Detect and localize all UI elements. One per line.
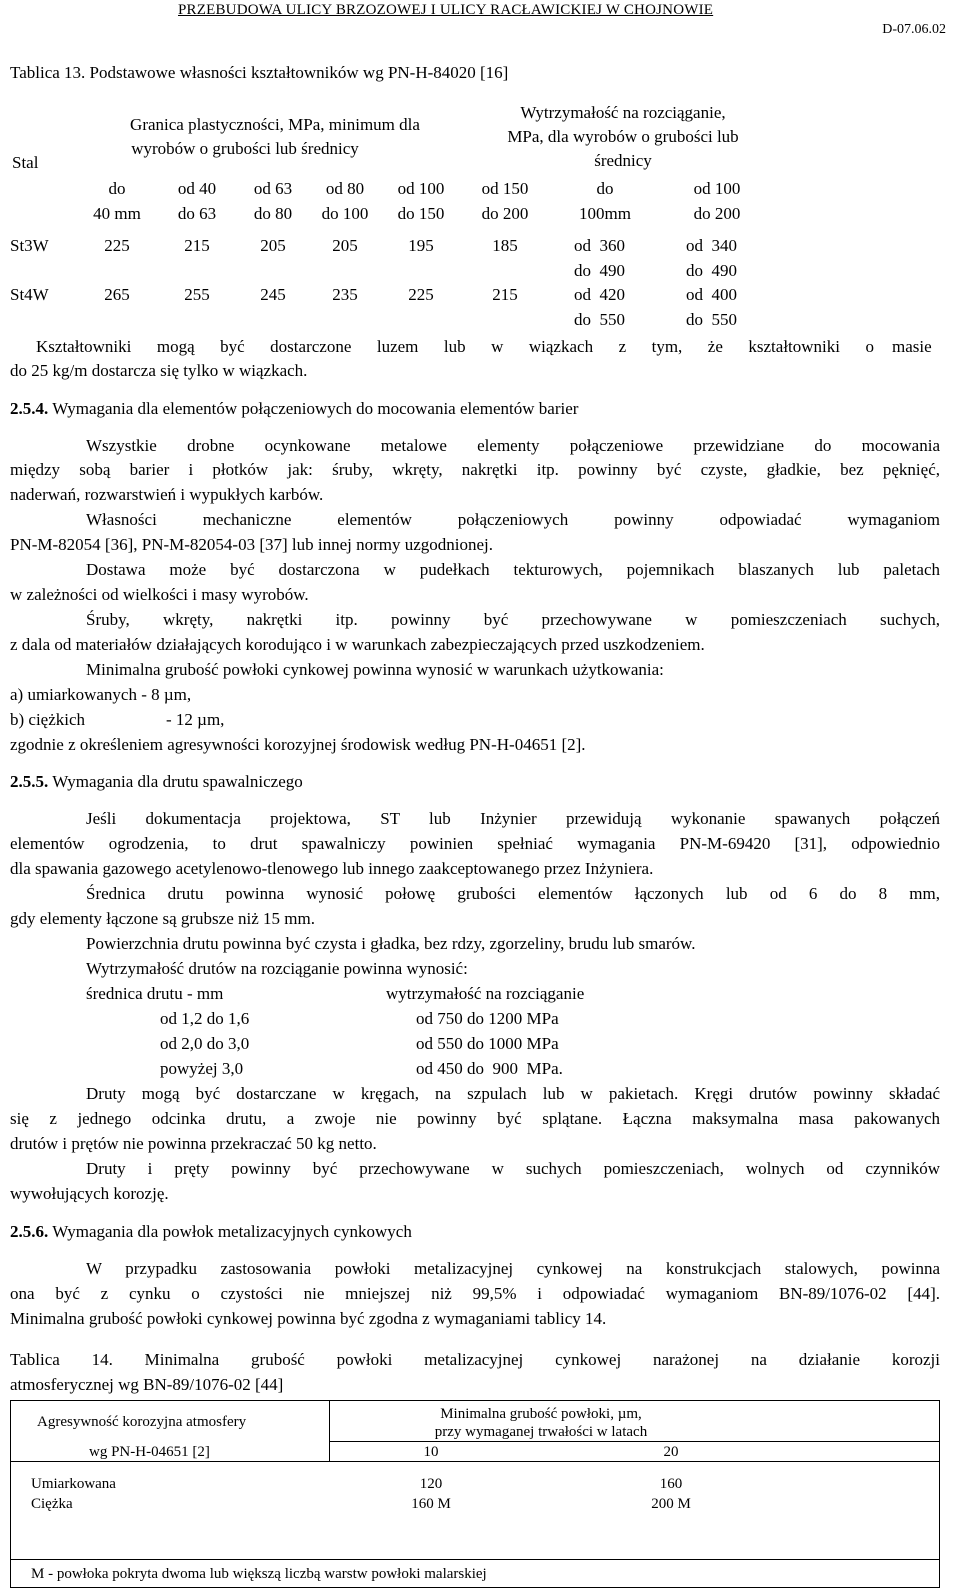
table14-caption-2: atmosferycznej wg BN-89/1076-02 [44] — [10, 1375, 284, 1394]
list-item: od 1,2 do 1,6 — [160, 1009, 250, 1028]
table-cell: do 490 — [686, 261, 737, 280]
paragraph-line: między sobą barier i płotków jak: śruby, wkręty, nakrętki itp. powinny być czyste, gładkie, bez pęknięć, — [10, 460, 940, 479]
table13-col-header: 100mm — [579, 204, 631, 223]
paragraph-line: Własności mechaniczne elementów połączeniowych powinny odpowiadać wymaganiom — [86, 510, 940, 529]
table-cell: 225 — [104, 236, 130, 255]
table-cell: 200 M — [651, 1496, 691, 1512]
paragraph-line: Druty i pręty powinny być przechowywane w suchych pomieszczeniach, wolnych od czynników — [86, 1159, 940, 1178]
table-cell: 120 — [419, 1476, 443, 1492]
table13-col-header: od 150 — [481, 179, 529, 198]
table-cell: 265 — [104, 285, 130, 304]
paragraph-line: Druty mogą być dostarczane w kręgach, na szpulach lub w pakietach. Kręgi drutów powinny składać — [86, 1084, 940, 1103]
paragraph-line: dla spawania gazowego acetylenowo-tlenowego lub innego zaakceptowanego przez Inżyniera. — [10, 859, 654, 878]
paragraph-line: Minimalna grubość powłoki cynkowej powinna być zgodna z wymaganiami tablicy 14. — [10, 1309, 607, 1328]
table14-header-min-2: przy wymaganej trwałości w latach — [434, 1424, 648, 1440]
table-cell: 215 — [184, 236, 210, 255]
table-cell: od 360 — [574, 236, 625, 255]
paragraph-line: Dostawa może być dostarczona w pudełkach tekturowych, pojemnikach blaszanych lub paletach — [86, 560, 940, 579]
table13-note-line: do 25 kg/m dostarcza się tylko w wiązkach. — [10, 361, 308, 380]
table-cell: od 400 — [686, 285, 737, 304]
table13-col-header: do 80 — [253, 204, 293, 223]
paragraph-line: Śruby, wkręty, nakrętki itp. powinny być przechowywane w pomieszczeniach suchych, — [86, 610, 940, 629]
table-cell: 205 — [332, 236, 358, 255]
paragraph-line: W przypadku zastosowania powłoki metalizacyjnej cynkowej na konstrukcjach stalowych, powinna — [86, 1259, 940, 1278]
table-cell: 225 — [408, 285, 434, 304]
table13-col-header: do 150 — [397, 204, 445, 223]
paragraph-line: w zależności od wielkości i masy wyrobów. — [10, 585, 309, 604]
spec-code: D-07.06.02 — [882, 22, 946, 37]
section-heading-2-5-5 — [10, 771, 303, 793]
paragraph-line: naderwań, rozwarstwień i wypukłych karbów. — [10, 485, 324, 504]
table13-col-header: do — [596, 179, 614, 198]
table13-col-header: do 200 — [481, 204, 529, 223]
paragraph-line: się z jednego odcinka drutu, a zwoje nie powinny być splątane. Łączna maksymalna masa pakowanych — [10, 1109, 940, 1128]
table13-col-header: od 100 — [693, 179, 741, 198]
table14-footnote: M - powłoka pokryta dwoma lub większą liczbą warstw powłoki malarskiej — [31, 1566, 487, 1582]
table13-yield-header-2: wyrobów o grubości lub średnicy — [131, 139, 359, 158]
table-cell: Umiarkowana — [31, 1476, 116, 1492]
table-cell: 255 — [184, 285, 210, 304]
table14-header-standard: wg PN-H-04651 [2] — [89, 1444, 210, 1460]
table13-col-header: do 100 — [321, 204, 369, 223]
paragraph-line: Jeśli dokumentacja projektowa, ST lub Inżynier przewidują wykonanie spawanych połączeń — [86, 809, 940, 828]
list-item: od 2,0 do 3,0 — [160, 1034, 250, 1053]
paragraph-line: zgodnie z określeniem agresywności korozyjnej środowisk według PN-H-04651 [2]. — [10, 735, 586, 754]
section-number: 2.5.4. — [10, 399, 49, 418]
table-cell: 215 — [492, 285, 518, 304]
table-cell: do 550 — [574, 310, 625, 329]
paragraph-line: Powierzchnia drutu powinna być czysta i gładka, bez rdzy, zgorzeliny, brudu lub smarów. — [86, 934, 696, 953]
paragraph-line: wywołujących korozję. — [10, 1184, 169, 1203]
paragraph-line: z dala od materiałów działających korodująco i w warunkach zabezpieczających przed uszkodzeniem. — [10, 635, 705, 654]
paragraph-line: Wszystkie drobne ocynkowane metalowe elementy połączeniowe przewidziane do mocowania — [86, 436, 940, 455]
table13-tensile-header: Wytrzymałość na rozciąganie, — [520, 103, 726, 122]
paragraph-line: Wytrzymałość drutów na rozciąganie powinna wynosić: — [86, 959, 468, 978]
table-cell: 205 — [260, 236, 286, 255]
table-cell: od 340 — [686, 236, 737, 255]
list-item: powyżej 3,0 — [160, 1059, 244, 1078]
table13-yield-header: Granica plastyczności, MPa, minimum dla — [130, 115, 420, 134]
table-cell: 185 — [492, 236, 518, 255]
paragraph-line: Minimalna grubość powłoki cynkowej powinna wynosić w warunkach użytkowania: — [86, 660, 664, 679]
list-item: od 550 do 1000 MPa — [416, 1034, 559, 1053]
table-cell: Ciężka — [31, 1496, 73, 1512]
table-divider — [329, 1401, 330, 1461]
paragraph-line: gdy elementy łączone są grubsze niż 15 mm. — [10, 909, 315, 928]
table13-col-header: do 63 — [177, 204, 217, 223]
table13-col-header: od 100 — [397, 179, 445, 198]
table14-caption: Tablica 14. Minimalna grubość powłoki metalizacyjnej cynkowej narażonej na działanie korozji — [10, 1350, 940, 1369]
table13-note-end: masie — [892, 337, 932, 356]
wire-list-header: wytrzymałość na rozciąganie — [386, 984, 585, 1003]
table14-header-10: 10 — [423, 1444, 439, 1460]
table13-caption: Tablica 13. Podstawowe własności kształtowników wg PN-H-84020 [16] — [10, 63, 509, 82]
table13-col-header: 40 mm — [93, 204, 141, 223]
section-heading-2-5-6 — [10, 1221, 412, 1243]
table-cell: do 490 — [574, 261, 625, 280]
table-cell: 160 M — [411, 1496, 451, 1512]
paragraph-line: - 12 µm, — [166, 710, 225, 729]
table13-note-line: Kształtowniki mogą być dostarczone luzem lub w wiązkach z tym, że kształtowniki o — [36, 337, 874, 356]
table-divider — [11, 1461, 939, 1462]
table13-col-header: do 200 — [693, 204, 741, 223]
table13-col-header: do — [108, 179, 126, 198]
paragraph-line: b) ciężkich — [10, 710, 86, 729]
table-cell: 235 — [332, 285, 358, 304]
table-cell: od 420 — [574, 285, 625, 304]
table13-tensile-header-3: średnicy — [594, 151, 652, 170]
table-cell: 195 — [408, 236, 434, 255]
wire-list-header: średnica drutu - mm — [86, 984, 224, 1003]
table13-stal-header: Stal — [12, 153, 39, 172]
table-cell: 160 — [659, 1476, 683, 1492]
table14-header-min: Minimalna grubość powłoki, µm, — [440, 1406, 642, 1422]
table14-header-aggressiveness: Agresywność korozyjna atmosfery — [37, 1414, 247, 1430]
steel-grade: St4W — [10, 285, 49, 304]
table-cell: do 550 — [686, 310, 737, 329]
list-item: od 450 do 900 MPa. — [416, 1059, 563, 1078]
document-title: PRZEBUDOWA ULICY BRZOZOWEJ I ULICY RACŁAWICKIEJ W CHOJNOWIE — [178, 2, 714, 18]
table13-col-header: od 40 — [177, 179, 217, 198]
paragraph-line: ona być z cynku o czystości nie mniejszej niż 99,5% i odpowiadać wymaganiom BN-89/1076-02 [44]. — [10, 1284, 940, 1303]
section-title: Wymagania dla powłok metalizacyjnych cynkowych — [48, 1222, 412, 1241]
paragraph-line: drutów i prętów nie powinna przekraczać 50 kg netto. — [10, 1134, 377, 1153]
table14 — [10, 1400, 940, 1588]
section-number: 2.5.5. — [10, 772, 49, 791]
table13-tensile-header-2: MPa, dla wyrobów o grubości lub — [507, 127, 739, 146]
paragraph-line: Średnica drutu powinna wynosić połowę grubości elementów łączonych lub od 6 do 8 mm, — [86, 884, 940, 903]
paragraph-line: a) umiarkowanych - 8 µm, — [10, 685, 192, 704]
section-title: Wymagania dla elementów połączeniowych do mocowania elementów barier — [48, 399, 579, 418]
steel-grade: St3W — [10, 236, 49, 255]
table13-col-header: od 63 — [253, 179, 293, 198]
table-divider — [11, 1559, 939, 1560]
section-number: 2.5.6. — [10, 1222, 49, 1241]
paragraph-line: PN-M-82054 [36], PN-M-82054-03 [37] lub innej normy uzgodnionej. — [10, 535, 494, 554]
table-divider — [329, 1441, 939, 1442]
table14-header-20: 20 — [663, 1444, 679, 1460]
list-item: od 750 do 1200 MPa — [416, 1009, 559, 1028]
section-heading-2-5-4 — [10, 398, 578, 420]
page-header — [0, 0, 960, 37]
table-cell: 245 — [260, 285, 286, 304]
table13-col-header: od 80 — [325, 179, 365, 198]
section-title: Wymagania dla drutu spawalniczego — [48, 772, 303, 791]
paragraph-line: elementów ogrodzenia, to drut spawalniczy powinien spełniać wymagania PN-M-69420 [31], odpowiednio — [10, 834, 940, 853]
